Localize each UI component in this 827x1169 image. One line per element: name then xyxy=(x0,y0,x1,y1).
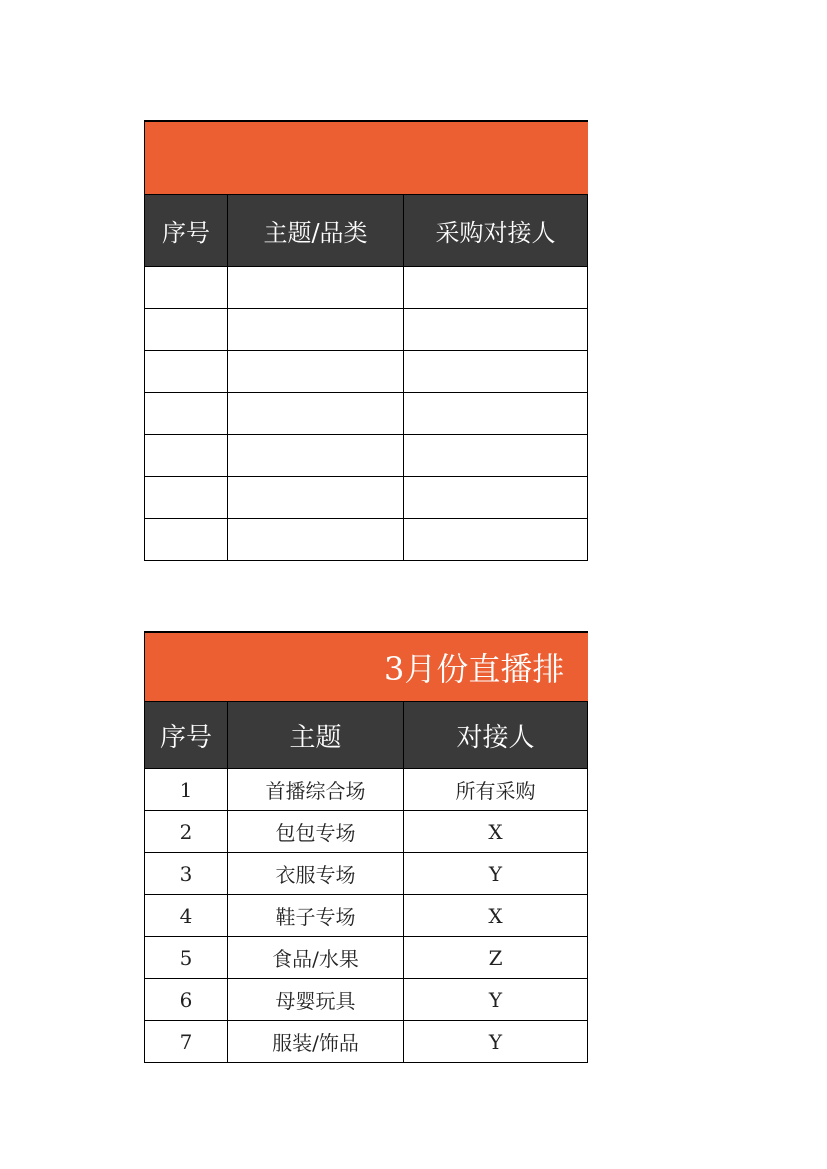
table-cell[interactable]: 1 xyxy=(145,769,228,811)
table-title-row xyxy=(145,632,588,702)
table-cell[interactable]: 衣服专场 xyxy=(228,853,404,895)
header-cell[interactable]: 序号 xyxy=(145,702,228,769)
table-cell[interactable] xyxy=(145,519,228,561)
table-cell[interactable] xyxy=(145,393,228,435)
table-cell[interactable]: Z xyxy=(404,937,588,979)
table-cell[interactable]: 所有采购 xyxy=(404,769,588,811)
table-cell[interactable]: 首播综合场 xyxy=(228,769,404,811)
table-row xyxy=(145,937,588,979)
table-cell[interactable] xyxy=(145,267,228,309)
table-cell[interactable]: 包包专场 xyxy=(228,811,404,853)
table-cell[interactable]: Y xyxy=(404,979,588,1021)
table-row xyxy=(145,351,588,393)
header-cell[interactable]: 序号 xyxy=(145,195,228,267)
header-cell[interactable]: 主题 xyxy=(228,702,404,769)
table-cell[interactable]: 6 xyxy=(145,979,228,1021)
table-cell[interactable] xyxy=(145,435,228,477)
table-cell[interactable] xyxy=(228,351,404,393)
header-cell[interactable]: 主题/品类 xyxy=(228,195,404,267)
table-cell[interactable]: 4 xyxy=(145,895,228,937)
table-cell[interactable] xyxy=(228,309,404,351)
table-title[interactable] xyxy=(145,121,588,195)
table-cell[interactable] xyxy=(228,393,404,435)
header-cell[interactable]: 采购对接人 xyxy=(404,195,588,267)
table-cell[interactable]: 2 xyxy=(145,811,228,853)
table-row xyxy=(145,477,588,519)
table-cell[interactable]: X xyxy=(404,895,588,937)
table-row xyxy=(145,853,588,895)
table-cell[interactable] xyxy=(228,477,404,519)
table-row xyxy=(145,393,588,435)
header-cell[interactable]: 对接人 xyxy=(404,702,588,769)
plan-table-blank xyxy=(144,120,588,561)
table-row xyxy=(145,267,588,309)
table-cell[interactable] xyxy=(404,477,588,519)
table-cell[interactable] xyxy=(228,519,404,561)
table-row xyxy=(145,979,588,1021)
table-title: 3月份直播排 xyxy=(384,650,565,688)
table-cell[interactable]: 3 xyxy=(145,853,228,895)
table-cell[interactable] xyxy=(228,267,404,309)
table-title-row xyxy=(145,121,588,195)
table-cell[interactable]: X xyxy=(404,811,588,853)
table-row xyxy=(145,1021,588,1063)
table-cell[interactable]: 食品/水果 xyxy=(228,937,404,979)
table-cell[interactable] xyxy=(145,477,228,519)
table-cell[interactable] xyxy=(404,393,588,435)
table-row xyxy=(145,435,588,477)
table-cell[interactable] xyxy=(404,351,588,393)
table-cell[interactable]: 7 xyxy=(145,1021,228,1063)
table-row xyxy=(145,309,588,351)
table-row xyxy=(145,895,588,937)
table-cell[interactable] xyxy=(228,435,404,477)
table-cell[interactable] xyxy=(145,351,228,393)
table-header-row xyxy=(145,702,588,769)
table-cell[interactable]: 5 xyxy=(145,937,228,979)
live-schedule-table xyxy=(144,631,588,1063)
table-header-row xyxy=(145,195,588,267)
table-cell[interactable] xyxy=(404,267,588,309)
table-cell[interactable]: 服装/饰品 xyxy=(228,1021,404,1063)
table-cell[interactable]: 母婴玩具 xyxy=(228,979,404,1021)
table-row xyxy=(145,769,588,811)
table-cell[interactable] xyxy=(404,435,588,477)
table-cell[interactable]: 鞋子专场 xyxy=(228,895,404,937)
table-cell[interactable]: Y xyxy=(404,1021,588,1063)
table-cell[interactable] xyxy=(145,309,228,351)
table-cell[interactable] xyxy=(404,309,588,351)
table-cell[interactable] xyxy=(404,519,588,561)
table-cell[interactable]: Y xyxy=(404,853,588,895)
table-title-cell[interactable] xyxy=(145,632,588,702)
table-row xyxy=(145,519,588,561)
table-row xyxy=(145,811,588,853)
